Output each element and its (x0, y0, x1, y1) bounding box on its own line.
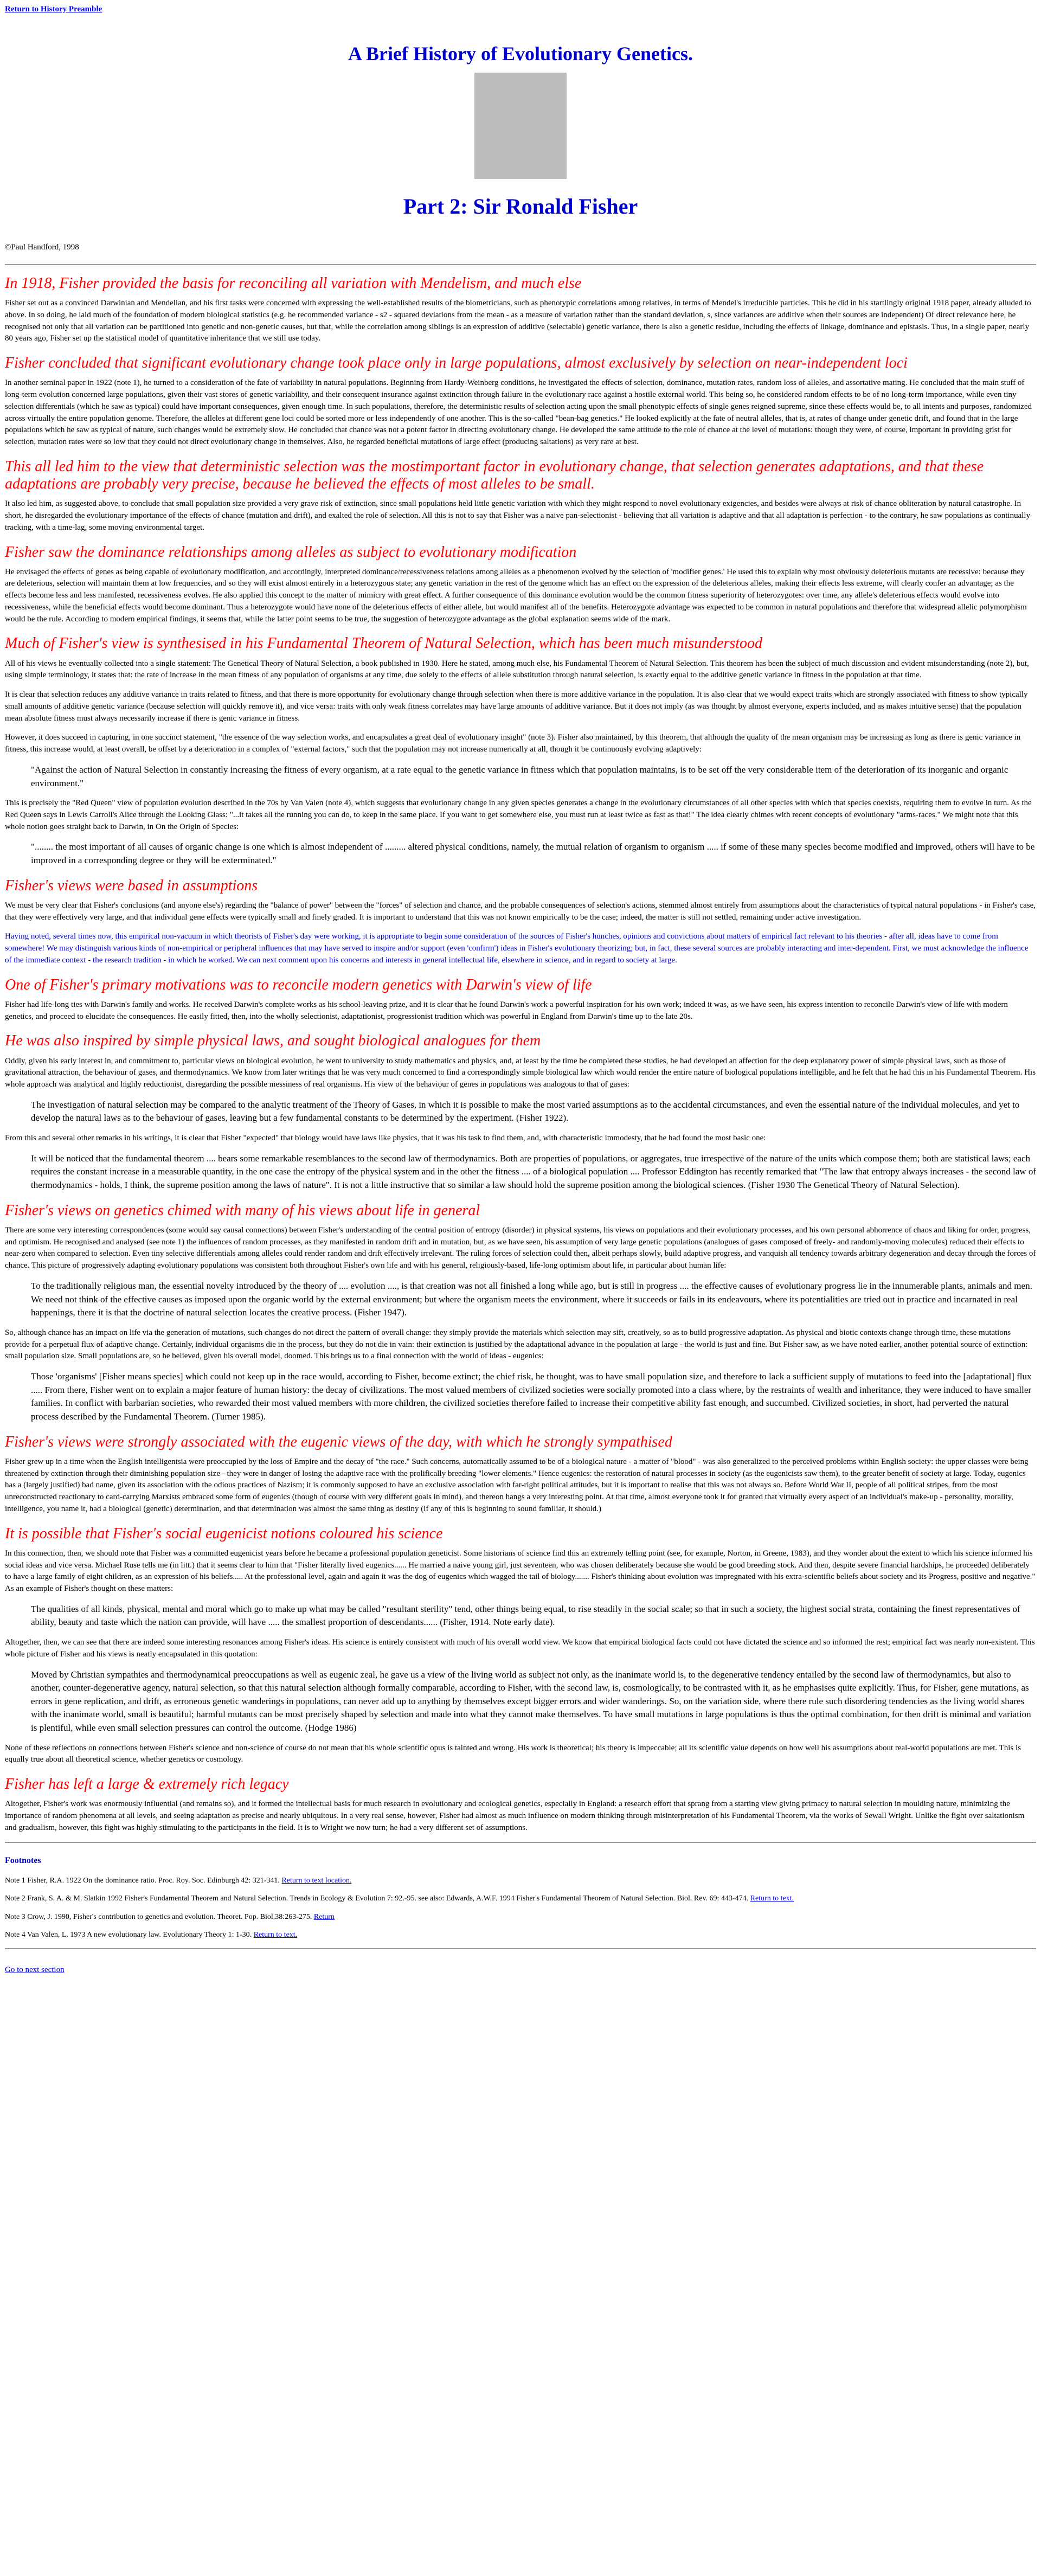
body-paragraph: From this and several other remarks in his writings, it is clear that Fisher "expected" that biology would have laws like physics, that it was his task to find them, and, with characteristic immodesty, that he had found the most basic one: (5, 1134, 766, 1143)
portrait-image (474, 73, 567, 179)
section-heading: He was also inspired by simple physical laws, and sought biological analogues for them (5, 1032, 541, 1050)
body-paragraph: It also led him, as suggested above, to conclude that small population size provided a very grave risk of extinction, since small populations held little genetic variation with which they might respond to novel evolutionary exigencies, and besides were always at risk of chance obliteration by natural catastrophe. In short, he disregarded the evolutionary importance of the effects of chance (mutation and drift), and exalted the role of selection. All this is not to say that Fisher was a naive pan-selectionist - believing that all variation is adaptive and that all adaptation is perfection - to the contrary, he saw populations as continually tracking, with a time-lag, some moving environmental target. (5, 499, 1031, 532)
block-quote: It will be noticed that the fundamental theorem .... bears some remarkable resemblances to the second law of thermodynamics. Both are properties of populations, or aggregates, true irrespective of the nature of the units which compose them; both are statistical laws; each requires the constant increase in a measurable quantity, in the one case the entropy of the physical system and in the other the fitness .... of a biological population .... Professor Eddington has recently remarked that "The law that entropy always increases - the second law of thermodynamics - holds, I think, the supreme position among the laws of nature". It is not a little instructive that so similar a law should hold the supreme position among the biological sciences. (Fisher 1930 The Genetical Theory of Natural Selection). (31, 1153, 1037, 1191)
block-quote: The investigation of natural selection may be compared to the analytic treatment of the Theory of Gases, in which it is possible to make the most varied assumptions as to the accidental circumstances, and even the essential nature of the individual molecules, and yet to develop the natural laws as to the behaviour of gases, leaving but a few fundamental constants to be determined by the experiment. (Fisher 1922). (31, 1099, 1020, 1123)
portrait-container (5, 73, 1036, 182)
block-quote: To the traditionally religious man, the essential novelty introduced by the theory of .... evolution ...., is that creation was not all finished a long while ago, but is still in progress .... the effective causes of evolutionary progress lie in the innumerable plants, animals and men. We need not think of the effective causes as imposed upon the organic world by the external environment; but where the organism meets the environment, where it succeeds or fails in its endeavours, where its potentialities are tried out in practice and incarnated in real happenings, there it is that the doctrine of natural selection locates the creative process. (Fisher 1947). (31, 1280, 1032, 1318)
footnote (5, 1912, 1036, 1923)
return-to-history-preamble-link[interactable]: Return to History Preamble (5, 5, 102, 14)
body-paragraph: He envisaged the effects of genes as being capable of evolutionary modification, and accordingly, interpreted dominance/recessiveness relations among alleles as a phenomenon evolved by the selection of 'modifier genes.' He used this to explain why most obviously deleterious mutants are recessive: because they are deleterious, selection will maintain them at low frequencies, and so they will exist almost entirely in a heterozygous state; any genetic variation in the rest of the genome which has an effect on the expression of the deleterious alleles, making their effects less extreme, will clearly confer an advantage; as the effects become less and less manifested, recessiveness evolves. He also applied this concept to the matter of mimicry with great effect. A further consequence of this dominance evolution would be the common fitness superiority of heterozygotes: over time, any allele's deleterious effects would evolve into recessiveness, while the beneficial effects would become dominant. Thus a heterozygote would have none of the deleterious effects of either allele, but would manifest all of the benefits. Heterozygote advantage was expected to be common in natural populations and therefore that widespread allelic polymorphism would be the rule. According to modern empirical findings, it seems that, while the latter point seems to be true, the suggestion of heterozygote advantage as the global explanation seems wide of the mark. (5, 567, 1027, 624)
block-quote: The qualities of all kinds, physical, mental and moral which go to make up what may be called "resultant sterility" tend, other things being equal, to rise steadily in the social scale; so that in such a society, the highest social strata, containing the finest representatives of ability, beauty and taste which the nation can provide, will have ..... the smallest proportion of descendants...... (Fisher, 1914. Note early date). (31, 1603, 1020, 1628)
footnote-text: Note 2 Frank, S. A. & M. Slatkin 1992 Fisher's Fundamental Theorem and Natural Selection. Trends in Ecology & Evolution 7: 92.-95. see also: Edwards, A.W.F. 1994 Fisher's Fundamental Theorem of Natural Selection. Biol. Rev. 69: 443-474. (5, 1894, 750, 1903)
go-to-next-section-link[interactable]: Go to next section (5, 1965, 65, 1975)
footnote-return-link[interactable]: Return to text. (253, 1931, 298, 1939)
footnote (5, 1930, 1036, 1941)
body-paragraph: Fisher set out as a convinced Darwinian and Mendelian, and his first tasks were concerned with expressing the well-established results of the biometricians, such as phenotypic correlations among relatives, in terms of Mendel's irreducible particles. This he did in his startlingly original 1918 paper, already alluded to above. In so doing, he laid much of the foundation of modern biological statistics (e.g. he recommended variance - s2 - squared deviations from the mean - as a measure of variation rather than the standard deviation, s, since variances are additive when their sources are independent) Of direct relevance here, he recognised not only that all variation can be partitioned into genetic and non-genetic causes, but that, while the correlation among siblings is an expression of additive (selectable) genetic variance, there is also a genetic residue, including the effects of linkage, dominance and epistasis. Thus, in a single paper, nearly 80 years ago, Fisher set up the statistical model of quantitative inheritance that we still use today. (5, 299, 1031, 343)
section-heading: It is possible that Fisher's social eugenicist notions coloured his science (5, 1525, 443, 1542)
body-paragraph: It is clear that selection reduces any additive variance in traits related to fitness, and that there is more opportunity for evolutionary change through selection when there is more additive variance in the population. It is also clear that we would expect traits which are strongly associated with fitness to show typically small amounts of additive genetic variance (because selection will quickly remove it), and vice versa: traits with only weak fitness correlates may have large amounts of additive variance. But it does not imply (as was thought by almost everyone, experts included, and as makes intuitive sense) that the population mean absolute fitness must always necessarily increase if there is genic variance in fitness. (5, 690, 1028, 723)
body-paragraph: All of his views he eventually collected into a single statement: The Genetical Theory of Natural Selection, a book published in 1930. Here he stated, among much else, his Fundamental Theorem of Natural Selection. This theorem has been the subject of much discussion and evident misunderstanding (note 2), but, using simple terminology, it states that: the rate of increase in the mean fitness of any population of organisms at any time, due solely to the effects of allele substitution through natural selection, is exactly equal to the additive genetic variance in fitness in the population at that time. (5, 659, 1029, 680)
body-paragraph: Altogether, then, we can see that there are indeed some interesting resonances among Fisher's ideas. His science is entirely consistent with much of his overall world view. We know that empirical biological facts could not have dictated the science and so informed the rest; empirical fact was nearly non-existent. This whole picture of Fisher and his views is neatly encapsulated in this quotation: (5, 1638, 1035, 1659)
section-heading: This all led him to the view that deterministic selection was the mostimportant factor in evolutionary change, that selection generates adaptations, and that these adaptations are probably very precise, because he believed the effects of most alleles to be small. (5, 458, 984, 493)
section-heading: One of Fisher's primary motivations was to reconcile modern genetics with Darwin's view of life (5, 976, 592, 993)
body-paragraph: In this connection, then, we should note that Fisher was a committed eugenicist years before he became a professional population geneticist. Some historians of science find this an extremely telling point (see, for example, Norton, in Greene, 1983), and they wonder about the extent to which his science informed his social ideas and vice versa. Michael Ruse tells me (in litt.) that it seems clear to him that "Fisher literally lived eugenics...... He married a naive young girl, just seventeen, who was chosen deliberately because she would be good breeding stock. And then, despite severe financial hardships, he proceeded deliberately to have a large family of eight children, as an expression of his beliefs..... At the professional level, again and again it was the dog of eugenics which wagged the tail of biology....... Fisher's thinking about evolution was impregnated with his extra-scientific beliefs about society and its Progress, positive and negative." As an example of Fisher's thought on these matters: (5, 1549, 1036, 1593)
footnotes-title: Footnotes (5, 1855, 41, 1865)
footnote-text: Note 3 Crow, J. 1990, Fisher's contribution to genetics and evolution. Theoret. Pop. Biol.38:263-275. (5, 1912, 314, 1921)
highlighted-paragraph: Having noted, several times now, this empirical non-vacuum in which theorists of Fisher's day were working, it is appropriate to begin some consideration of the sources of Fisher's hunches, opinions and convictions about matters of empirical fact relevant to his theories - after all, ideas have to come from somewhere! We may distinguish various kinds of non-empirical or peripheral influences that may have served to inspire and/or support (even 'confirm') ideas in Fisher's evolutionary theorizing; but, in fact, these several sources are probably interacting and inter-dependent. First, we must acknowledge the influence of the immediate context - the research tradition - in which he worked. We can next comment upon his concerns and interests in general intellectual life, elsewhere in science, and in regard to society at large. (5, 932, 1029, 965)
footnote (5, 1893, 1036, 1904)
section-heading: Fisher has left a large & extremely rich legacy (5, 1776, 289, 1793)
body-paragraph: In another seminal paper in 1922 (note 1), he turned to a consideration of the fate of variability in natural populations. Beginning from Hardy-Weinberg conditions, he investigated the effects of selection, dominance, mutation rates, random loss of alleles, and assortative mating. He concluded that the main stuff of long-term evolution concerned large populations, given their vast stores of genetic variability, and their consequent insurance against extinction through failure in the evolutionary race against a hostile external world. This being so, he considered random effects to be of no long-term importance, while even tiny selection differentials (which he saw as typical) could have important consequences, given enough time. In such populations, therefore, the deterministic results of selection acting upon the small phenotypic effects of single genes reigned supreme, since these effects would be, to all intents and purposes, randomized across virtually the entire population genome. Therefore, the alleles at different gene loci could be sorted more or less independently of one another. This is the so-called "bean-bag genetics." He looked explicitly at the fate of neutral alleles, that is, at rates of change under genetic drift, and found that in the large populations which he saw as typical of nature, such changes would be extremely slow. He concluded that chance was not a potent factor in directing evolutionary change. He developed the same attitude to the role of chance at the level of mutations: though they were, of course, important in providing grist for selection, mutation rates were so low that they could not direct evolutionary change in themselves. Also, he regarded beneficial mutations of large effect (producing saltations) as very rare at best. (5, 378, 1032, 447)
divider (5, 1842, 1036, 1843)
section-heading: Fisher saw the dominance relationships among alleles as subject to evolutionary modification (5, 543, 577, 561)
footnote-return-link[interactable]: Return (313, 1912, 335, 1921)
section-heading: Fisher's views were based in assumptions (5, 877, 258, 894)
footnote (5, 1875, 1036, 1886)
block-quote: "........ the most important of all causes of organic change is one which is almost independent of ......... altered physical conditions, namely, the mutual relation of organism to organism ..... if some of these many species become modified and improved, others will have to be improved in a corresponding degree or they will be exterminated." (31, 841, 1035, 866)
body-paragraph: Fisher had life-long ties with Darwin's family and works. He received Darwin's complete works as his school-leaving prize, and it is clear that he found Darwin's work a powerful inspiration for his own work; indeed it was, as we have seen, his express intention to reconcile Darwin's view of life with modern genetics, and proceed to elucidate the consequences. He easily fitted, then, into the wholly selectionist, adaptationist, progressionist tradition which was powerful in England from Darwin's time up to the late 20s. (5, 1000, 1008, 1021)
divider (5, 1948, 1036, 1949)
body-paragraph: So, although chance has an impact on life via the generation of mutations, such changes do not direct the pattern of overall change: they simply provide the materials which selection may sift, creatively, so as to build progressive adaptation. As physical and biotic contexts change through time, these mutations provide for a perpetual flux of adaptive change. Certainly, individual organisms die in the process, but they do not die in vain: their extinction is justified by the adaptational advance in the population at large - the world is just and fine. But Fisher saw, as we have noted earlier, another potential source of extinction: small population size. Small populations are, so he believed, given his overall model, doomed. This brings us to a final connection with the world of ideas - eugenics: (5, 1328, 1028, 1361)
block-quote: Those 'organisms' [Fisher means species] which could not keep up in the race would, according to Fisher, become extinct; the chief risk, he thought, was to have small population size, and therefore to lack a sufficient supply of mutations to feed into the [adaptational] flux ..... From there, Fisher went on to explain a major feature of human history: the decay of civilizations. The most valued members of civilized societies were socially promoted into a class where, by the restraints of wealth and inheritance, they were induced to have smaller families. In conflict with barbarian societies, who rewarded their most valued members with more children, the civilized societies therefore failed to increase their competitive ability fast enough, and succumbed. Civilized societies, in short, had perverted the natural process described by the Fundamental Theorem. (Turner 1985). (31, 1371, 1032, 1422)
part-title: Part 2: Sir Ronald Fisher (403, 194, 638, 219)
section-heading: Fisher concluded that significant evolutionary change took place only in large populations, almost exclusively by selection on near-independent loci (5, 355, 908, 372)
footnote-text: Note 1 Fisher, R.A. 1922 On the dominance ratio. Proc. Roy. Soc. Edinburgh 42: 321-341. (5, 1876, 282, 1885)
page-title: A Brief History of Evolutionary Genetics. (348, 43, 693, 65)
body-paragraph: Altogether, Fisher's work was enormously influential (and remains so), and it formed the intellectual basis for much research in evolutionary and ecological genetics, especially in England: a research effort that sprang from a starting view giving primacy to natural selection in moulding nature, minimizing the importance of random phenomena at all levels, and seeing adaptation as precise and nearly ubiquitous. In a very real sense, however, Fisher had almost as much influence on modern thinking through misinterpretation of his Fundamental Theorem, via the works of Sewall Wright. Unlike the fight over saltationism and gradualism, however, this fight was highly stimulating to the participants in the field. It is to Wright we now turn; he had a very different set of assumptions. (5, 1800, 1025, 1832)
body-paragraph: However, it does succeed in capturing, in one succinct statement, "the essence of the way selection works, and encapsulates a great deal of evolutionary insight" (note 3). Fisher also maintained, by this theorem, that although the quality of the mean organism may be increasing as long as there is genic variance in fitness, this increase would, at least overall, be offset by a deterioration in a complex of "external factors," such that the population may not increase numerically at all, though it be continuously evolving adaptively: (5, 733, 1021, 754)
body-paragraph: Oddly, given his early interest in, and commitment to, particular views on biological evolution, he went to university to study mathematics and physics, and, at least by the time he completed these studies, he had developed an affection for the deep explanatory power of simple physical laws, such as those of gravitational attraction, the behaviour of gases, and thermodynamics. We know from later writings that he was very much concerned to find a correspondingly simple biological law which would render the entire nature of biological populations intelligible, and he felt that he had this in his Fundamental Theorem. His whole approach was analytical and highly reductionist, disregarding the possible messiness of real organisms. His view of the behaviour of genes in populations was analogous to that of gases: (5, 1056, 1036, 1089)
body-paragraph: There are some very interesting correspondences (some would say causal connections) between Fisher's understanding of the central position of entropy (disorder) in physical systems, his views on populations and their evolutionary processes, and his own personal abhorrence of chaos and liking for order, progress, and optimism. He recognised and analysed (see note 1) the influences of random processes, as they manifested in random drift and in mutation, but, as we have seen, his assumption of very large genetic populations (analogues of gases composed of freely- and randomly-moving molecules) reduced their effects to near-zero when compared to selection. Even tiny selective differentials among alleles could render random and drift effectively irrelevant. The ruling forces of selection could then, albeit perhaps slowly, build adaptive progress, and vanquish all tendency towards arbitrary degeneration and decay through the forces of chance. This picture of progressively adapting evolutionary populations was consistent both throughout Fisher's own life and with his general, religiously-based, life-long optimism about life, in particular about human life: (5, 1225, 1036, 1270)
body-paragraph: None of these reflections on connections between Fisher's science and non-science of course do not mean that his whole scientific opus is tainted and wrong. His work is theoretical; his theory is impeccable; all its scientific value depends on how well his assumptions about real-world populations are met. This is equally true about all theoretical science, whether genetics or cosmology. (5, 1743, 1021, 1764)
section-heading: In 1918, Fisher provided the basis for reconciling all variation with Mendelism, and much else (5, 275, 582, 292)
sections-container (5, 275, 1036, 1834)
body-paragraph: This is precisely the "Red Queen" view of population evolution described in the 70s by Van Valen (note 4), which suggests that evolutionary change in any given species generates a change in the evolutionary circumstances of all other species with which that species coexists, requiring them to evolve in turn. As the Red Queen says in Lewis Carroll's Alice through the Looking Glass: "...it takes all the running you can do, to keep in the same place. If you want to get somewhere else, you must run at least twice as fast as that!" The idea clearly chimes with recent concepts of evolutionary "arms-races." We might note that this whole notion goes straight back to Darwin, in On the Origin of Species: (5, 799, 1032, 831)
footnote-text: Note 4 Van Valen, L. 1973 A new evolutionary law. Evolutionary Theory 1: 1-30. (5, 1931, 254, 1939)
body-paragraph: Fisher grew up in a time when the English intelligentsia were preoccupied by the loss of Empire and the decay of "the race." Such concerns, automatically assumed to be of a biological nature - a matter of "blood" - was also generalized to the perceived problems within English society: the upper classes were being threatened by extinction through their diminishing population size - they were in danger of losing the adaptive race with the prolifically breeding "lower elements." Hence eugenics: the restoration of natural processes in society (as the eugenicists saw them), to the greater benefit of society at large. Today, eugenics has a (largely justified) bad name, given its association with the odious practices of Nazism; it is commonly supposed to have an exclusive association with far-right political attitudes, but it is important to realise that this was not always so. Before World War II, people of all political stripes, from the most unreconstructed reactionary to card-carrying Marxists embraced some form of eugenics (though of course with very different goals in mind), and thereon hangs a very interesting point. At that time, almost everyone took it for granted that virtually every aspect of an individual's make-up - personality, morality, intelligence, you name it, had a biological (genetic) determination, and that determination was almost the same thing as destiny (if any of this is beginning to sound familiar, it should.) (5, 1457, 1029, 1513)
block-quote: "Against the action of Natural Selection in constantly increasing the fitness of every organism, at a rate equal to the genetic variance in fitness which that population maintains, is to be set off the very considerable item of the deterioration of its inorganic and organic environment." (31, 764, 1008, 788)
footnotes-container (5, 1875, 1036, 1941)
footnote-return-link[interactable]: Return to text. (750, 1894, 794, 1903)
body-paragraph: We must be very clear that Fisher's conclusions (and anyone else's) regarding the "balance of power" between the "forces" of selection and chance, and the probable consequences of selection's actions, stemmed almost entirely from assumptions about the characteristics of typical natural populations - in Fisher's case, that they were effectively very large, and that individual gene effects were typically small and finely graded. It is important to understand that this was not known empirically to be the case; indeed, the matter is still not settled, remaining under active investigation. (5, 901, 1036, 922)
footnote-return-link[interactable]: Return to text location. (281, 1876, 352, 1885)
section-heading: Fisher's views on genetics chimed with many of his views about life in general (5, 1202, 480, 1219)
section-heading: Much of Fisher's view is synthesised in his Fundamental Theorem of Natural Selection, which has been much misunderstood (5, 635, 763, 652)
block-quote: Moved by Christian sympathies and thermodynamical preoccupations as well as eugenic zeal, he gave us a view of the living world as subject not only, as the inanimate world is, to the degenerative tendency entailed by the second law of thermodynamics, but also to another, counter-degenerative agency, natural selection, so that this natural selection although formally comparable, according to Fisher, with the second law, is, cosmologically, to be contrasted with it, as he emphasises quite explicitly. Thus, for Fisher, gene mutations, as errors in gene replication, and drift, as erroneous genetic wanderings in populations, can never add up to anything by themselves except bigger errors and wider wanderings. So, on the variation side, where there rule such disordering tendencies as the living world shares with the inanimate world, small is beautiful; harmful mutants can be most precisely shaped by selection and made into what they cannot make themselves. To have small mutations in large populations is thus the optimal combination, for then drift is minimal and variation is plentiful, while even small selection pressures can control the outcome. (Hodge 1986) (31, 1669, 1031, 1733)
section-heading: Fisher's views were strongly associated with the eugenic views of the day, with which he strongly sympathised (5, 1433, 672, 1450)
divider (5, 264, 1036, 265)
copyright: ©Paul Handford, 1998 (5, 243, 79, 252)
